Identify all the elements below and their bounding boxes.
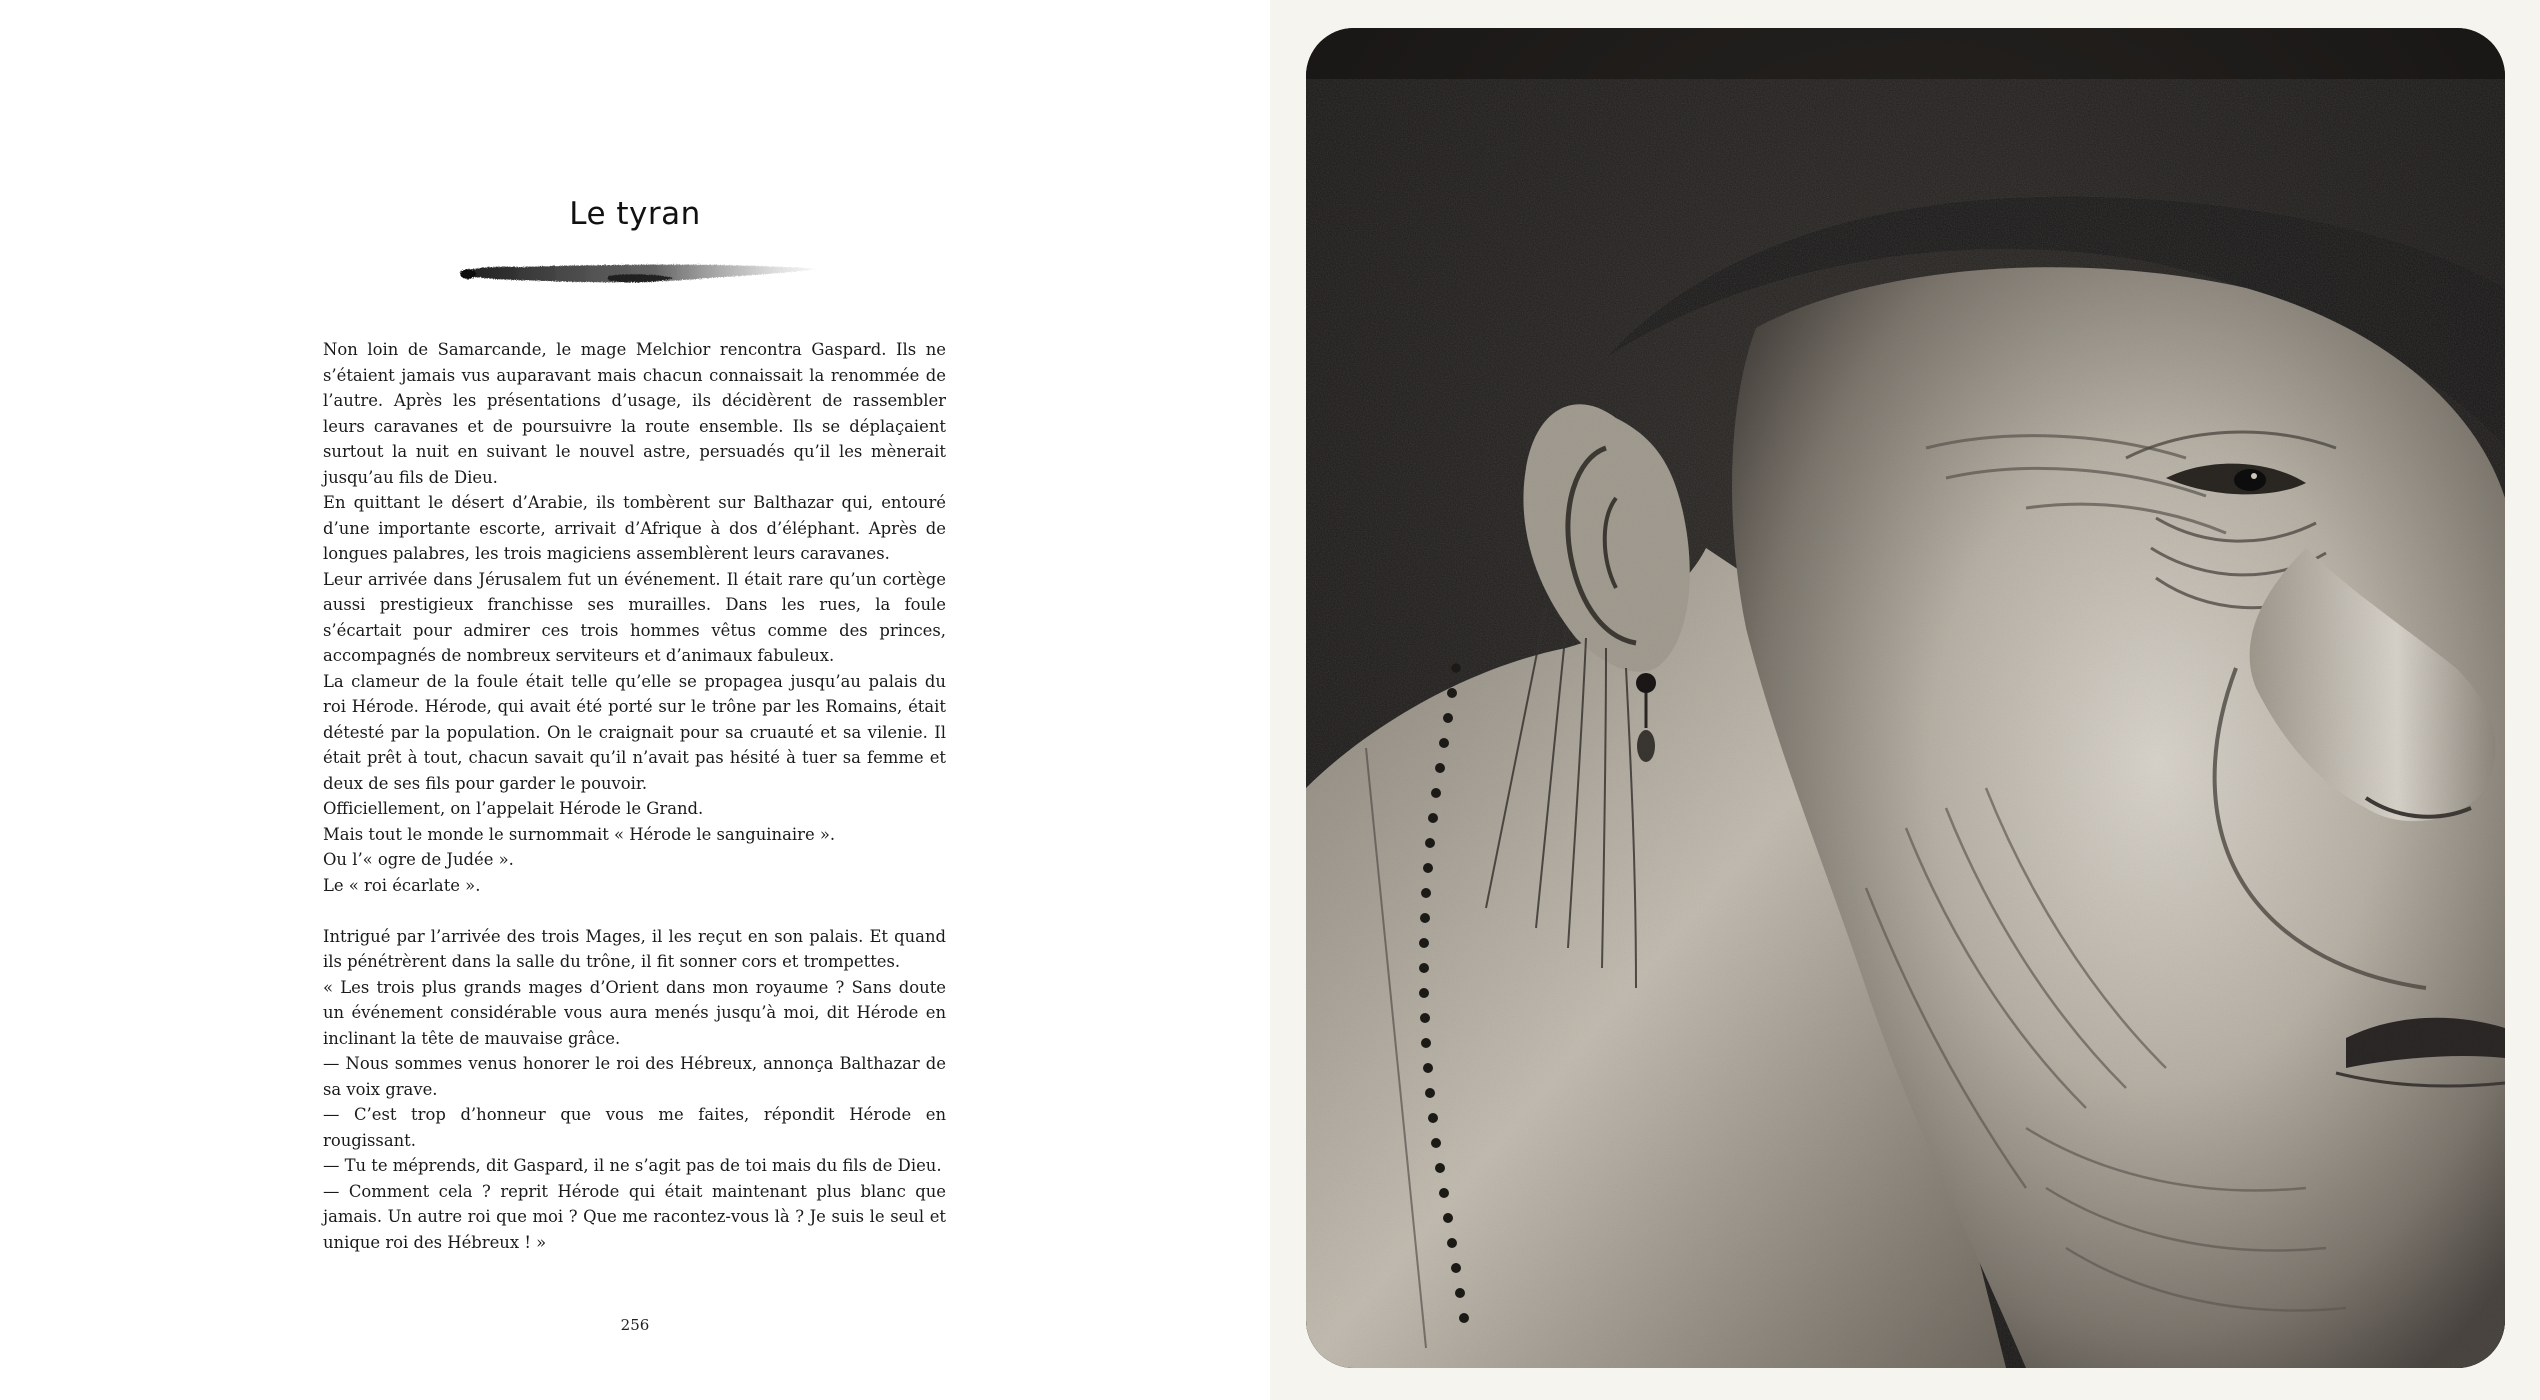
paragraph: En quittant le désert d’Arabie, ils tombèrent sur Balthazar qui, entouré d’une importante escorte, arrivait d’Afrique à dos d’éléphant. Après de longues palabres, les trois magiciens assemblèrent leurs caravanes. — [323, 493, 946, 563]
dialogue-line: — Comment cela ? reprit Hérode qui était maintenant plus blanc que jamais. Un autre roi que moi ? Que me racontez-vous là ? Je suis le seul et unique roi des Hébreux ! » — [323, 1181, 946, 1252]
herod-portrait-illustration — [1306, 28, 2505, 1368]
paragraph: Mais tout le monde le surnommait « Hérode le sanguinaire ». — [323, 824, 836, 844]
paragraph-gap — [323, 898, 946, 924]
right-page — [1270, 0, 2540, 1400]
paragraph: Intrigué par l’arrivée des trois Mages, il les reçut en son palais. Et quand ils pénétrèrent dans la salle du trône, il fit sonner cors et trompettes. — [323, 926, 946, 971]
chapter-body-text — [323, 337, 946, 1255]
brush-stroke-ornament — [458, 256, 820, 292]
dialogue-line: « Les trois plus grands mages d’Orient dans mon royaume ? Sans doute un événement considérable vous aura menés jusqu’à moi, dit Hérode en inclinant la tête de mauvaise grâce. — [323, 977, 946, 1048]
paragraph: Le « roi écarlate ». — [323, 875, 481, 895]
paragraph: Officiellement, on l’appelait Hérode le Grand. — [323, 799, 704, 818]
paragraph: Ou l’« ogre de Judée ». — [323, 850, 514, 869]
paragraph: Leur arrivée dans Jérusalem fut un événement. Il était rare qu’un cortège aussi prestigieux franchisse ses murailles. Dans les rues, la foule s’écartait pour admirer ces trois hommes vêtus comme des princes, accompagnés de nombreux serviteurs et d’animaux fabuleux. — [323, 569, 946, 665]
dialogue-line: — Tu te méprends, dit Gaspard, il ne s’agit pas de toi mais du fils de Dieu. — [323, 1156, 942, 1175]
paragraph: Non loin de Samarcande, le mage Melchior rencontra Gaspard. Ils ne s’étaient jamais vus auparavant mais chacun connaissait la renommée de l’autre. Après les présentations d’usage, ils décidèrent de rassembler leurs caravanes et de poursuivre la route ensemble. Ils se déplaçaient surtout la nuit en suivant le nouvel astre, persuadés qu’il les mènerait jusqu’au fils de Dieu. — [323, 340, 946, 487]
dialogue-line: — C’est trop d’honneur que vous me faites, répondit Hérode en rougissant. — [323, 1105, 946, 1150]
dialogue-line: — Nous sommes venus honorer le roi des Hébreux, annonça Balthazar de sa voix grave. — [323, 1054, 946, 1099]
portrait-drawing — [1306, 28, 2505, 1368]
paragraph: La clameur de la foule était telle qu’elle se propagea jusqu’au palais du roi Hérode. Hérode, qui avait été porté sur le trône par les Romains, était détesté par la population. On le craignait pour sa cruauté et sa vilenie. Il était prêt à tout, chacun savait qu’il n’avait pas hésité à tuer sa femme et deux de ses fils pour garder le pouvoir. — [323, 671, 946, 793]
page-number: 256 — [620, 1316, 650, 1334]
chapter-title: Le tyran — [569, 196, 701, 232]
